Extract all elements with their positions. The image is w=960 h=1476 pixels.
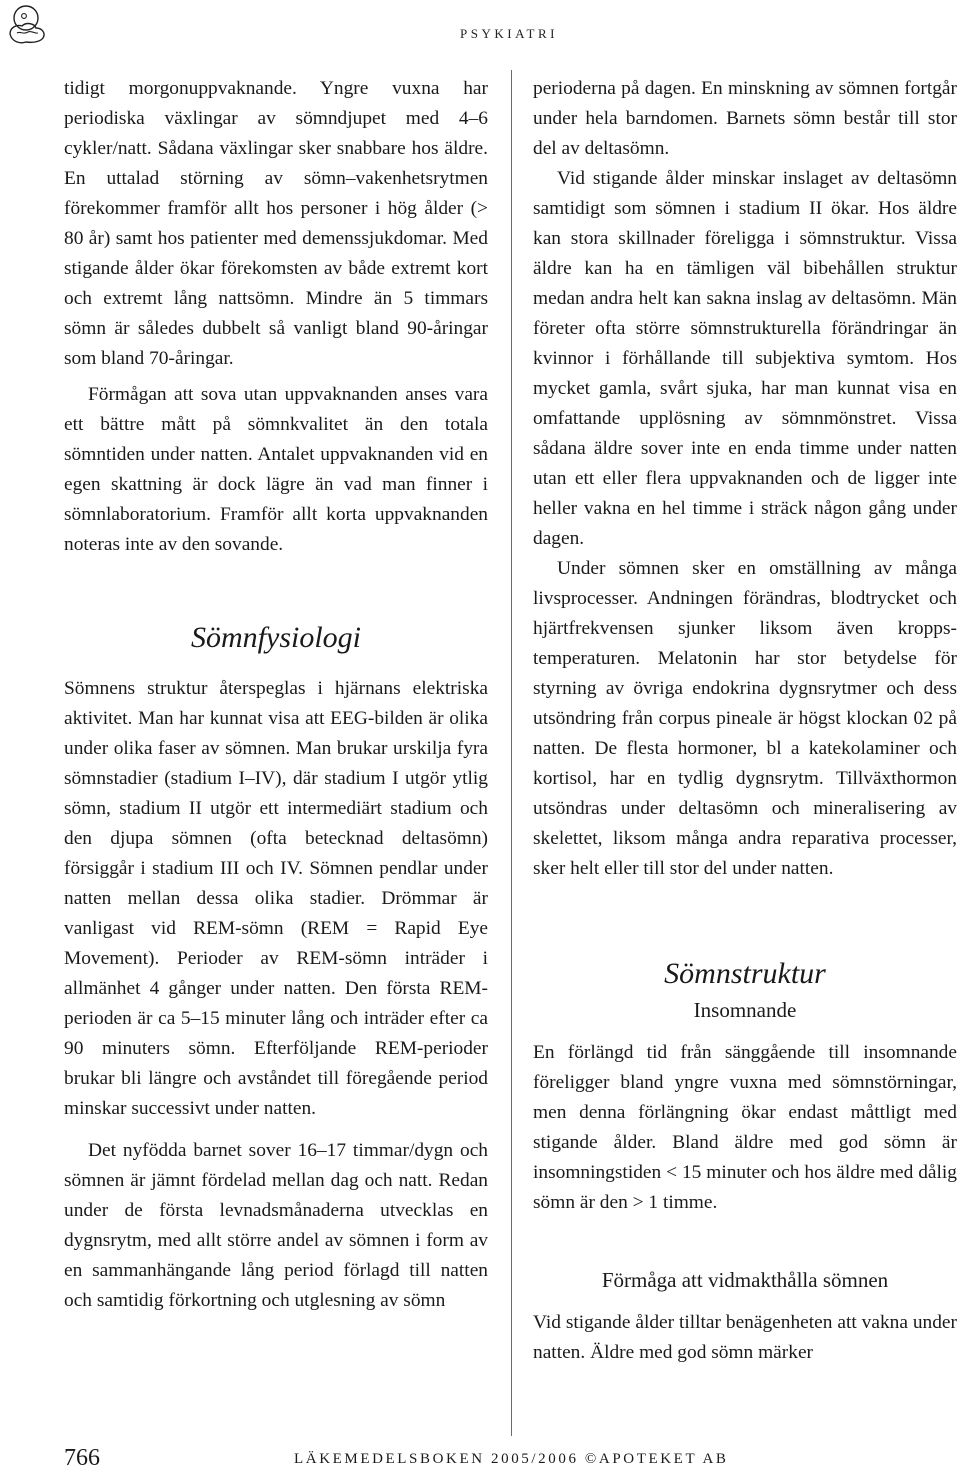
paragraph: Förmågan att sova utan uppvaknanden anses vara ett bättre mått på sömnkvalitet än den totala sömntiden under natten. Antalet uppvaknanden vid en egen skattning är dock lägre än vad man finner i sömnlaboratorium. Framför allt korta uppvaknanden noteras inte av den sovande.	[64, 384, 488, 555]
left-column	[64, 74, 488, 1316]
paragraph: Sömnens struktur återspeglas i hjärnans elektriska aktivitet. Man har kunnat visa att EEG-bilden är olika under olika faser av sömnen. Man brukar urskilja fyra sömnstadier (stadium I–IV), där stadium I utgör ytlig sömn, stadium II utgör ett intermediärt stadium och den djupa sömnen (ofta betecknad deltasömn) försiggår i stadium III och IV. Sömnen pendlar under natten mellan dessa olika stadier. Drömmar är vanligast vid REM-sömn (REM = Rapid Eye Movement). Perioder av REM-sömn inträder i allmänhet 4 gånger under natten. Den första REM-perioden är ca 5–15 minuter lång och inträder efter ca 90 minuters sömn. Efterföljande REM-perioder brukar bli längre och avståndet till föregående period minskar successivt under natten.	[64, 678, 488, 1119]
paragraph: perioderna på dagen. En minskning av sömnen fortgår under hela barndomen. Barnets sömn består till stor del av deltasömn.	[533, 78, 957, 159]
footer-book-title: LÄKEMEDELSBOKEN 2005/2006 ©APOTEKET AB	[294, 1451, 729, 1467]
right-column	[533, 74, 957, 1368]
paragraph: tidigt morgonuppvaknande. Yngre vuxna har periodiska växlingar av sömndjupet med 4–6 cykler/natt. Sådana växlingar sker snabbare hos äldre. En uttalad störning av sömn–vakenhetsrytmen förekommer framför allt hos personer i hög ålder (> 80 år) samt hos patienter med demenssjukdomar. Med stigande ålder ökar förekomsten av både extremt kort och extremt lång nattsömn. Mindre än 5 timmars sömn är således dubbelt så vanligt bland 90-åringar som bland 70-åringar.	[64, 78, 488, 369]
subheading-insomnande: Insomnande	[693, 998, 797, 1022]
page-number: 766	[64, 1445, 100, 1471]
paragraph: Det nyfödda barnet sover 16–17 timmar/dygn och sömnen är jämnt fördelad mellan dag och natt. Redan under de första levnadsmånaderna utvecklas en dygnsrytm, med allt större andel av sömnen i form av en sammanhängande lång period förlagd till natten och samtidig förkortning och utglesning av sömn	[64, 1140, 488, 1311]
running-head: PSYKIATRI	[460, 26, 558, 41]
subheading-vidmakthalla: Förmåga att vidmakthålla sömnen	[601, 1268, 889, 1292]
paragraph: Under sömnen sker en omställning av många livsprocesser. Andningen förändras, blodtrycket och hjärtfrekvensen sjunker liksom även kroppstemperaturen. Melatonin har stor betydelse för styrning av övriga endokrina dygnsrytmer och dess utsöndring från corpus pineale är högst klockan 02 på natten. De flesta hormoner, bl a katekolaminer och kortisol, har en tydlig dygnsrytm. Tillväxthormon utsöndras under deltasömn och mineralisering av skelettet, liksom många andra reparativa processer, sker helt eller till stor del under natten.	[533, 558, 957, 879]
paragraph: Vid stigande ålder minskar inslaget av deltasömn samtidigt som sömnen i stadium II ökar. Hos äldre kan stora skillnader föreligga i sömnstruktur. Vissa äldre kan ha en tämligen väl bibehållen struktur medan andra helt kan sakna inslag av deltasömn. Män företer ofta större sömnstrukturella förändringar än kvinnor i förhållande till subjektiva symtom. Hos mycket gamla, svårt sjuka, har man kunnat visa en omfattande upplösning av sömnmönstret. Vissa sådana äldre sover inte en enda timme under natten utan ett eller flera uppvaknanden och de ligger inte heller vakna en hel timme i sträck någon gång under dagen.	[533, 168, 957, 549]
section-heading-somnstruktur: Sömnstruktur	[664, 957, 826, 990]
paragraph: Vid stigande ålder tilltar benägenheten att vakna under natten. Äldre med god sömn märker	[533, 1312, 957, 1363]
column-divider	[511, 70, 512, 1436]
section-heading-somnfysiologi: Sömnfysiologi	[191, 621, 361, 654]
brain-head-logo-icon	[4, 2, 50, 48]
paragraph: En förlängd tid från sänggående till insomnande föreligger bland yngre vuxna med sömnstörningar, men denna förlängning ökar endast måttligt med stigande ålder. Bland äldre med god sömn är insomningstiden < 15 minuter och hos äldre med dålig sömn är den > 1 timme.	[533, 1042, 957, 1213]
